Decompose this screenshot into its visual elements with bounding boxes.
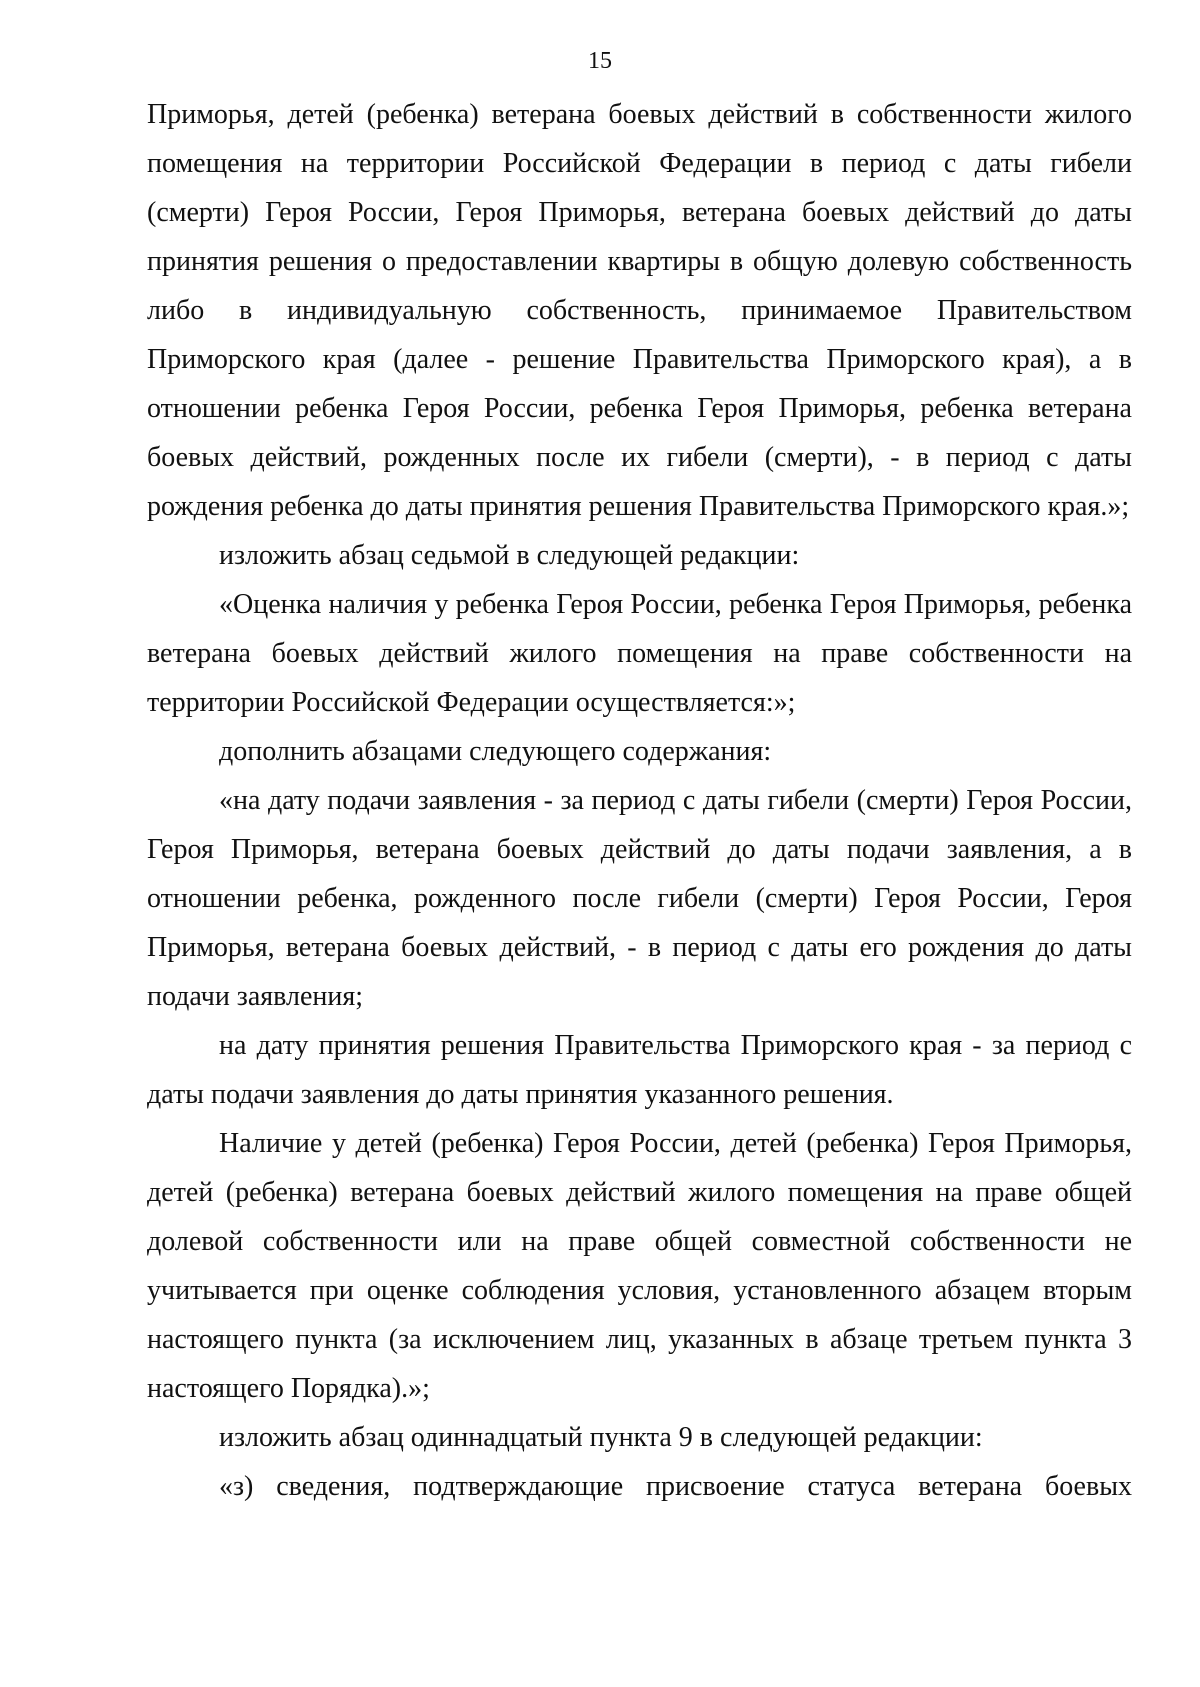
paragraph-quoted-text: «з) сведения, подтверждающие присвоение статуса ветерана боевых [219,1471,1132,1502]
page-number: 15 [588,48,612,74]
document-body [147,90,1132,1511]
paragraph-quoted-text: «на дату подачи заявления - за период с даты гибели (смерти) Героя России, Героя Приморья, ветерана боевых действий до даты подачи заявления, а в отношении ребенка, рожденного после гибели (смерти) Героя России, Героя Приморья, ветерана боевых действий, - в период с даты его рождения до даты подачи заявления; [147,785,1132,1012]
paragraph-quoted-text: на дату принятия решения Правительства Приморского края - за период с даты подачи заявления до даты принятия указанного решения. [147,1030,1132,1110]
paragraph-amendment-instruction: изложить абзац одиннадцатый пункта 9 в следующей редакции: [219,1422,983,1453]
paragraph-continuation: Приморья, детей (ребенка) ветерана боевых действий в собственности жилого помещения на территории Российской Федерации в период с даты гибели (смерти) Героя России, Героя Приморья, ветерана боевых действий до даты принятия решения о предоставлении квартиры в общую долевую собственность либо в индивидуальную собственность, принимаемое Правительством Приморского края (далее - решение Правительства Приморского края), а в отношении ребенка Героя России, ребенка Героя Приморья, ребенка ветерана боевых действий, рожденных после их гибели (смерти), - в период с даты рождения ребенка до даты принятия решения Правительства Приморского края.»; [147,99,1132,522]
paragraph-amendment-instruction: дополнить абзацами следующего содержания: [219,736,772,767]
paragraph-quoted-text: Наличие у детей (ребенка) Героя России, детей (ребенка) Героя Приморья, детей (ребенка) ветерана боевых действий жилого помещения на праве общей долевой собственности или на праве общей совместной собственности не учитывается при оценке соблюдения условия, установленного абзацем вторым настоящего пункта (за исключением лиц, указанных в абзаце третьем пункта 3 настоящего Порядка).»; [147,1128,1132,1404]
paragraph-amendment-instruction: изложить абзац седьмой в следующей редакции: [219,540,800,571]
paragraph-quoted-text: «Оценка наличия у ребенка Героя России, ребенка Героя Приморья, ребенка ветерана боевых действий жилого помещения на праве собственности на территории Российской Федерации осуществляется:»; [147,589,1132,718]
